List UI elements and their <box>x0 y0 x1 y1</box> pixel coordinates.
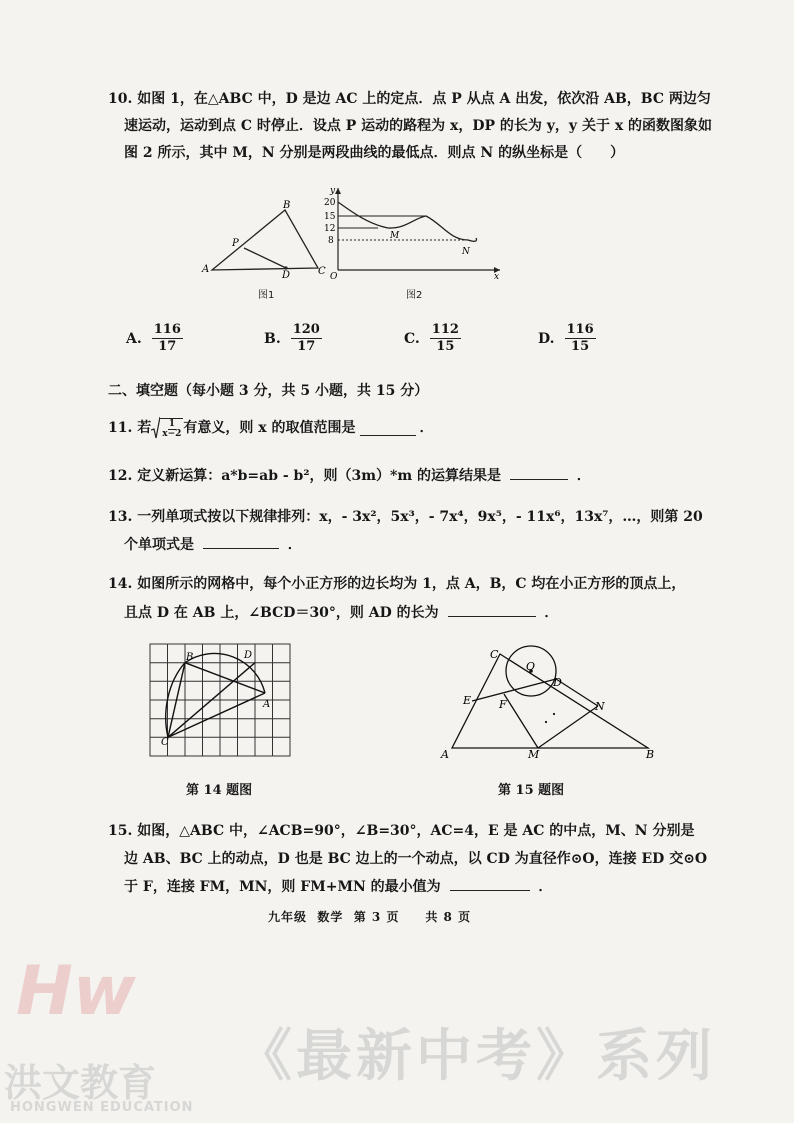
q12-end: ． <box>576 468 591 484</box>
option-c-den: 15 <box>436 339 455 354</box>
footer-grade: 九年级 <box>268 910 308 924</box>
q15-line-3 <box>124 876 552 897</box>
q14-figure-caption: 第 14 题图 <box>186 783 253 798</box>
q14-label-b: B <box>186 652 194 663</box>
fig2-tick-20: 20 <box>324 198 336 208</box>
q10-option-d[interactable] <box>538 322 596 355</box>
footer-subject: 数学 <box>317 910 344 924</box>
q10-line-3: 图 2 所示，其中 M，N 分别是两段曲线的最低点．则点 N 的纵坐标是（ ） <box>124 145 625 161</box>
q14-text: 且点 D 在 AB 上，∠BCD＝30°，则 AD 的长为 <box>124 605 439 621</box>
q15-label-c: C <box>490 648 499 661</box>
q14-label-d: D <box>244 650 253 661</box>
q15-label-f: F <box>499 698 507 711</box>
q14-line-2 <box>124 602 558 623</box>
fig1-label-b: B <box>283 200 291 211</box>
radical-sign-icon <box>151 416 160 440</box>
q10-option-a[interactable] <box>126 322 183 355</box>
fig2-label-y: y <box>330 186 336 196</box>
option-a-value <box>152 322 183 355</box>
q11-radicand-den: x−2 <box>162 428 182 439</box>
watermark-logo: Hw <box>16 952 136 1031</box>
option-d-den: 15 <box>571 339 590 354</box>
q10-figure-1 <box>200 198 330 280</box>
q11-radicand-num: 1 <box>168 418 175 429</box>
q15-label-a: A <box>441 748 449 761</box>
q15-text: 于 F，连接 FM，MN，则 FM+MN 的最小值为 <box>124 879 441 895</box>
q12-text: 12. 定义新运算：a*b=ab - b²，则（3m）*m 的运算结果是 <box>108 468 502 484</box>
q14-label-a: A <box>263 699 271 710</box>
q13-end: ． <box>287 537 302 553</box>
fig1-label-p: P <box>232 238 239 249</box>
watermark-brand-cn: 洪文教育 <box>4 1061 157 1105</box>
option-c-letter: C. <box>404 330 420 347</box>
option-a-letter: A. <box>126 330 142 347</box>
q10-option-c[interactable] <box>404 322 461 355</box>
q15-end: ． <box>538 879 553 895</box>
q15-label-m: M <box>528 748 540 761</box>
footer-page: 第 3 页 <box>353 910 400 924</box>
option-d-num: 116 <box>566 322 594 337</box>
q15-answer-blank[interactable] <box>450 876 530 891</box>
fig1-label-a: A <box>202 264 210 275</box>
q13-text: 个单项式是 <box>124 537 194 553</box>
q14-answer-blank[interactable] <box>448 602 536 617</box>
q15-label-d: D <box>553 676 562 689</box>
q15-figure <box>438 644 668 764</box>
q11-radical <box>151 416 183 440</box>
q11-suffix: 有意义，则 x 的取值范围是 <box>183 420 356 436</box>
fig2-label-n: N <box>462 247 470 257</box>
option-b-num: 120 <box>292 322 320 337</box>
q12-answer-blank[interactable] <box>510 465 568 480</box>
q10-figure-2 <box>318 184 506 280</box>
option-b-letter: B. <box>264 330 281 347</box>
q15-label-b: B <box>646 748 655 761</box>
q12-line <box>108 465 591 486</box>
q15-label-n: N <box>595 700 605 713</box>
q14-end: ． <box>544 605 559 621</box>
option-d-letter: D. <box>538 330 555 347</box>
q11-line <box>108 416 434 440</box>
q15-label-o: O <box>526 660 536 673</box>
q14-grid-figure <box>146 642 292 760</box>
watermark-series: 《最新中考》系列 <box>236 1024 716 1089</box>
option-a-num: 116 <box>153 322 181 337</box>
q15-line-1: 15. 如图，△ABC 中，∠ACB=90°，∠B=30°，AC=4，E 是 AC 的中点，M、N 分别是 <box>108 823 695 839</box>
q14-line-1: 14. 如图所示的网格中，每个小正方形的边长均为 1，点 A，B，C 均在小正方形的顶点上， <box>108 576 686 592</box>
option-c-num: 112 <box>431 322 459 337</box>
q13-line-2 <box>124 534 302 555</box>
fig1-caption: 图1 <box>258 290 275 301</box>
q10-line-2: 速运动，运动到点 C 时停止．设点 P 运动的路程为 x，DP 的长为 y，y 关于 x 的函数图象如 <box>124 118 713 134</box>
option-a-den: 17 <box>158 339 177 354</box>
q11-prefix: 11. 若 <box>108 420 152 436</box>
watermark-brand-en: HONGWEN EDUCATION <box>10 1100 194 1115</box>
q13-line-1: 13. 一列单项式按以下规律排列：x，- 3x²，5x³，- 7x⁴，9x⁵，- 11x⁶，13x⁷，…，则第 20 <box>108 509 703 525</box>
fig2-label-o: O <box>330 272 338 280</box>
option-d-value <box>565 322 596 355</box>
q11-end: ． <box>419 420 434 436</box>
option-b-value <box>291 322 322 355</box>
q10-option-b[interactable] <box>264 322 322 355</box>
fig2-label-m: M <box>390 231 400 241</box>
q14-label-c: C <box>161 737 169 748</box>
page-footer <box>268 908 471 925</box>
fig2-tick-8: 8 <box>328 236 334 246</box>
q11-answer-blank[interactable] <box>360 421 416 436</box>
q10-line-1: 10. 如图 1，在△ABC 中，D 是边 AC 上的定点．点 P 从点 A 出发，依次沿 AB，BC 两边匀 <box>108 91 711 107</box>
footer-total: 共 8 页 <box>425 910 472 924</box>
fig2-label-x: x <box>494 272 500 280</box>
section-2-title: 二、填空题（每小题 3 分，共 5 小题，共 15 分） <box>108 383 429 399</box>
fig2-caption: 图2 <box>406 290 423 301</box>
option-c-value <box>430 322 461 355</box>
fig2-tick-12: 12 <box>324 224 336 234</box>
fig1-label-d: D <box>282 270 291 280</box>
q15-label-e: E <box>463 694 472 707</box>
fig1-label-c: C <box>318 266 326 277</box>
q13-answer-blank[interactable] <box>203 534 279 549</box>
fig2-tick-15: 15 <box>324 212 336 222</box>
q15-line-2: 边 AB、BC 上的动点，D 也是 BC 边上的一个动点，以 CD 为直径作⊙O，连接 ED 交⊙O <box>124 851 708 867</box>
option-b-den: 17 <box>297 339 316 354</box>
q11-radicand <box>160 418 183 439</box>
q15-figure-caption: 第 15 题图 <box>498 783 565 798</box>
